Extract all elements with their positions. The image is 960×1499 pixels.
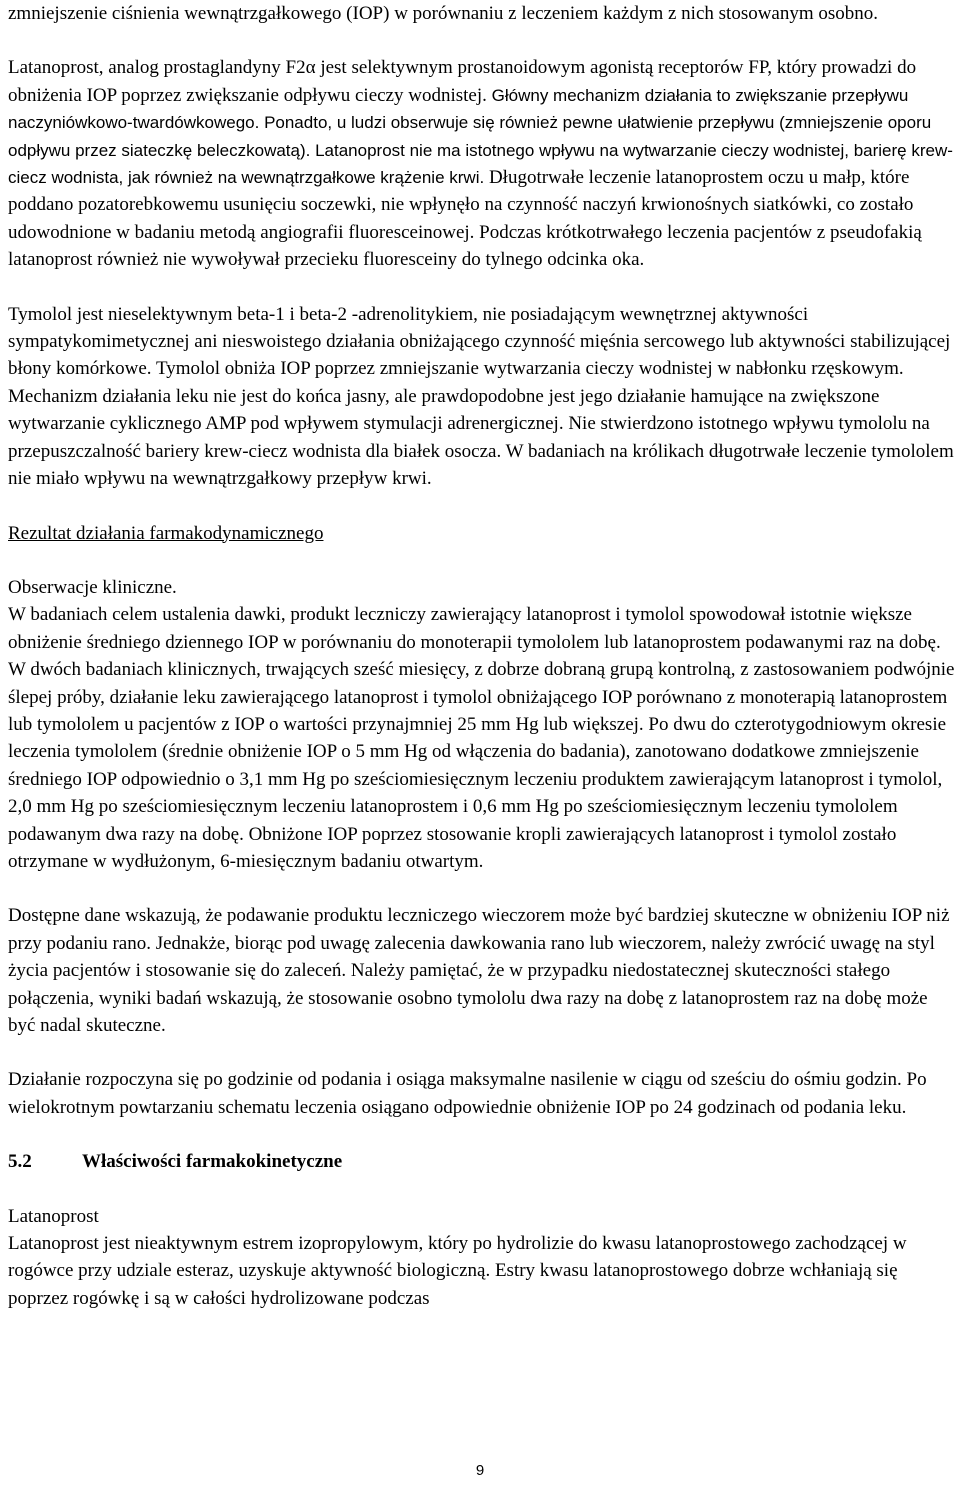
section-heading-pharmacokinetics	[8, 1148, 956, 1175]
spacer	[8, 27, 960, 54]
section-title: Właściwości farmakokinetyczne	[82, 1151, 343, 1173]
paragraph-intro: zmniejszenie ciśnienia wewnątrzgałkowego (IOP) w porównaniu z leczeniem każdym z nich stosowanym osobno.	[8, 3, 879, 24]
paragraph-latanoprost-pk: Latanoprost jest nieaktywnym estrem izopropylowym, który po hydrolizie do kwasu latanoprostowego zachodzącej w rogówce przy udziale esteraz, uzyskuje aktywność biologiczną. Estry kwasu latanoprostowego dobrze wchłaniają się poprzez rogówkę i są w całości hydrolizowane podczas	[8, 1233, 907, 1309]
spacer	[8, 1121, 960, 1148]
text-latanoprost-monkeys: Długotrwałe leczenie latanoprostem oczu u małp, które poddano pozatorebkowemu usunięciu soczewki, nie wpłynęło na czynność naczyń krwionośnych siatkówki, co zostało udowodnione w badaniu metodą angiografii fluoresceinowej. Podczas krótkotrwałego leczenia pacjentów z pseudofakią latanoprost również nie wywoływał przecieku fluoresceiny do tylnego odcinka oka.	[8, 167, 922, 271]
spacer	[8, 547, 960, 574]
paragraph-tymolol: Tymolol jest nieselektywnym beta-1 i beta-2 -adrenolitykiem, nie posiadającym wewnętrznej aktywności sympatykomimetycznej ani nieswoistego działania obniżającego czynność mięśnia sercowego lub aktywności stabilizującej błony komórkowe. Tymolol obniża IOP poprzez zmniejszanie wytwarzania cieczy wodnistej w nabłonku rzęskowym. Mechanizm działania leku nie jest do końca jasny, ale prawdopodobne jest jego działanie hamujące na zwiększone wytwarzanie cyklicznego AMP pod wpływem stymulacji adrenergicznej. Nie stwierdzono istotnego wpływu tymololu na przepuszczalność bariery krew-ciecz wodnista dla białek osocza. W badaniach na królikach długotrwałe leczenie tymololem nie miało wpływu na wewnątrzgałkowy przepływ krwi.	[8, 303, 954, 490]
spacer	[8, 274, 960, 301]
paragraph-onset: Działanie rozpoczyna się po godzinie od podania i osiąga maksymalne nasilenie w ciągu od sześciu do ośmiu godzin. Po wielokrotnym powtarzaniu schematu leczenia osiągano odpowiednie obniżenie IOP po 24 godzinach od podania leku.	[8, 1069, 927, 1118]
spacer	[8, 875, 960, 902]
text-latanoprost-agonist: Latanoprost, analog prostaglandyny F2α jest selektywnym prostanoidowym agonistą receptorów FP, który prowadzi do obniżenia IOP poprzez zwiększanie odpływu cieczy wodnistej.	[8, 57, 917, 106]
spacer	[8, 493, 960, 520]
paragraph-evening-dosing: Dostępne dane wskazują, że podawanie produktu leczniczego wieczorem może być bardziej skuteczne w obniżeniu IOP niż przy podaniu rano. Jednakże, biorąc pod uwagę zalecenia dawkowania rano lub wieczorem, należy zwrócić uwagę na styl życia pacjentów i stosowanie się do zaleceń. Należy pamiętać, że w przypadku niedostatecznej skuteczności stałego połączenia, wyniki badań wskazują, że stosowanie osobno tymololu dwa razy na dobę z latanoprostem raz na dobę może być nadal skuteczne.	[8, 905, 950, 1036]
subheading-latanoprost: Latanoprost	[8, 1205, 99, 1227]
heading-pharmacodynamic-effect: Rezultat działania farmakodynamicznego	[8, 522, 324, 544]
page-number: 9	[475, 1462, 485, 1479]
spacer	[8, 1039, 960, 1066]
subheading-clinical-observations: Obserwacje kliniczne.	[8, 576, 177, 598]
section-number: 5.2	[8, 1151, 32, 1173]
text-latanoprost-flow: Główny mechanizm działania to zwiększanie przepływu naczyniówkowo-twardówkowego. Ponadto, u ludzi obserwuje się również pewne ułatwienie przepływu (zmniejszenie oporu odpływu przez siateczkę beleczkowatą). Latanoprost nie ma istotnego wpływu na wytwarzanie cieczy wodnistej, barierę krew-ciecz wodnista, jak również na wewnątrzgałkowe krążenie krwi.	[8, 85, 953, 188]
spacer	[8, 1176, 960, 1203]
paragraph-latanoprost-mechanism	[8, 54, 956, 273]
paragraph-clinical-studies: W badaniach celem ustalenia dawki, produkt leczniczy zawierający latanoprost i tymolol spowodował istotnie większe obniżenie średniego dziennego IOP w porównaniu do monoterapii tymololem lub latanoprostem podawanymi raz na dobę. W dwóch badaniach klinicznych, trwających sześć miesięcy, z dobrze dobraną grupą kontrolną, z zastosowaniem podwójnie ślepej próby, działanie leku zawierającego latanoprost i tymolol obniżającego IOP porównano z monoterapią latanoprostem lub tymololem u pacjentów z IOP o wartości przynajmniej 25 mm Hg lub większej. Po dwu do czterotygodniowym okresie leczenia tymololem (średnie obniżenie IOP o 5 mm Hg od włączenia do badania), zanotowano dodatkowe zmniejszenie średniego IOP odpowiednio o 3,1 mm Hg po sześciomiesięcznym leczeniu produktem zawierającym latanoprost i tymolol, 2,0 mm Hg po sześciomiesięcznym leczeniu latanoprostem i 0,6 mm Hg po sześciomiesięcznym leczeniu tymololem podawanym dwa razy na dobę. Obniżone IOP poprzez stosowanie kropli zawierających latanoprost i tymolol zostało otrzymane w wydłużonym, 6-miesięcznym badaniu otwartym.	[8, 604, 955, 872]
